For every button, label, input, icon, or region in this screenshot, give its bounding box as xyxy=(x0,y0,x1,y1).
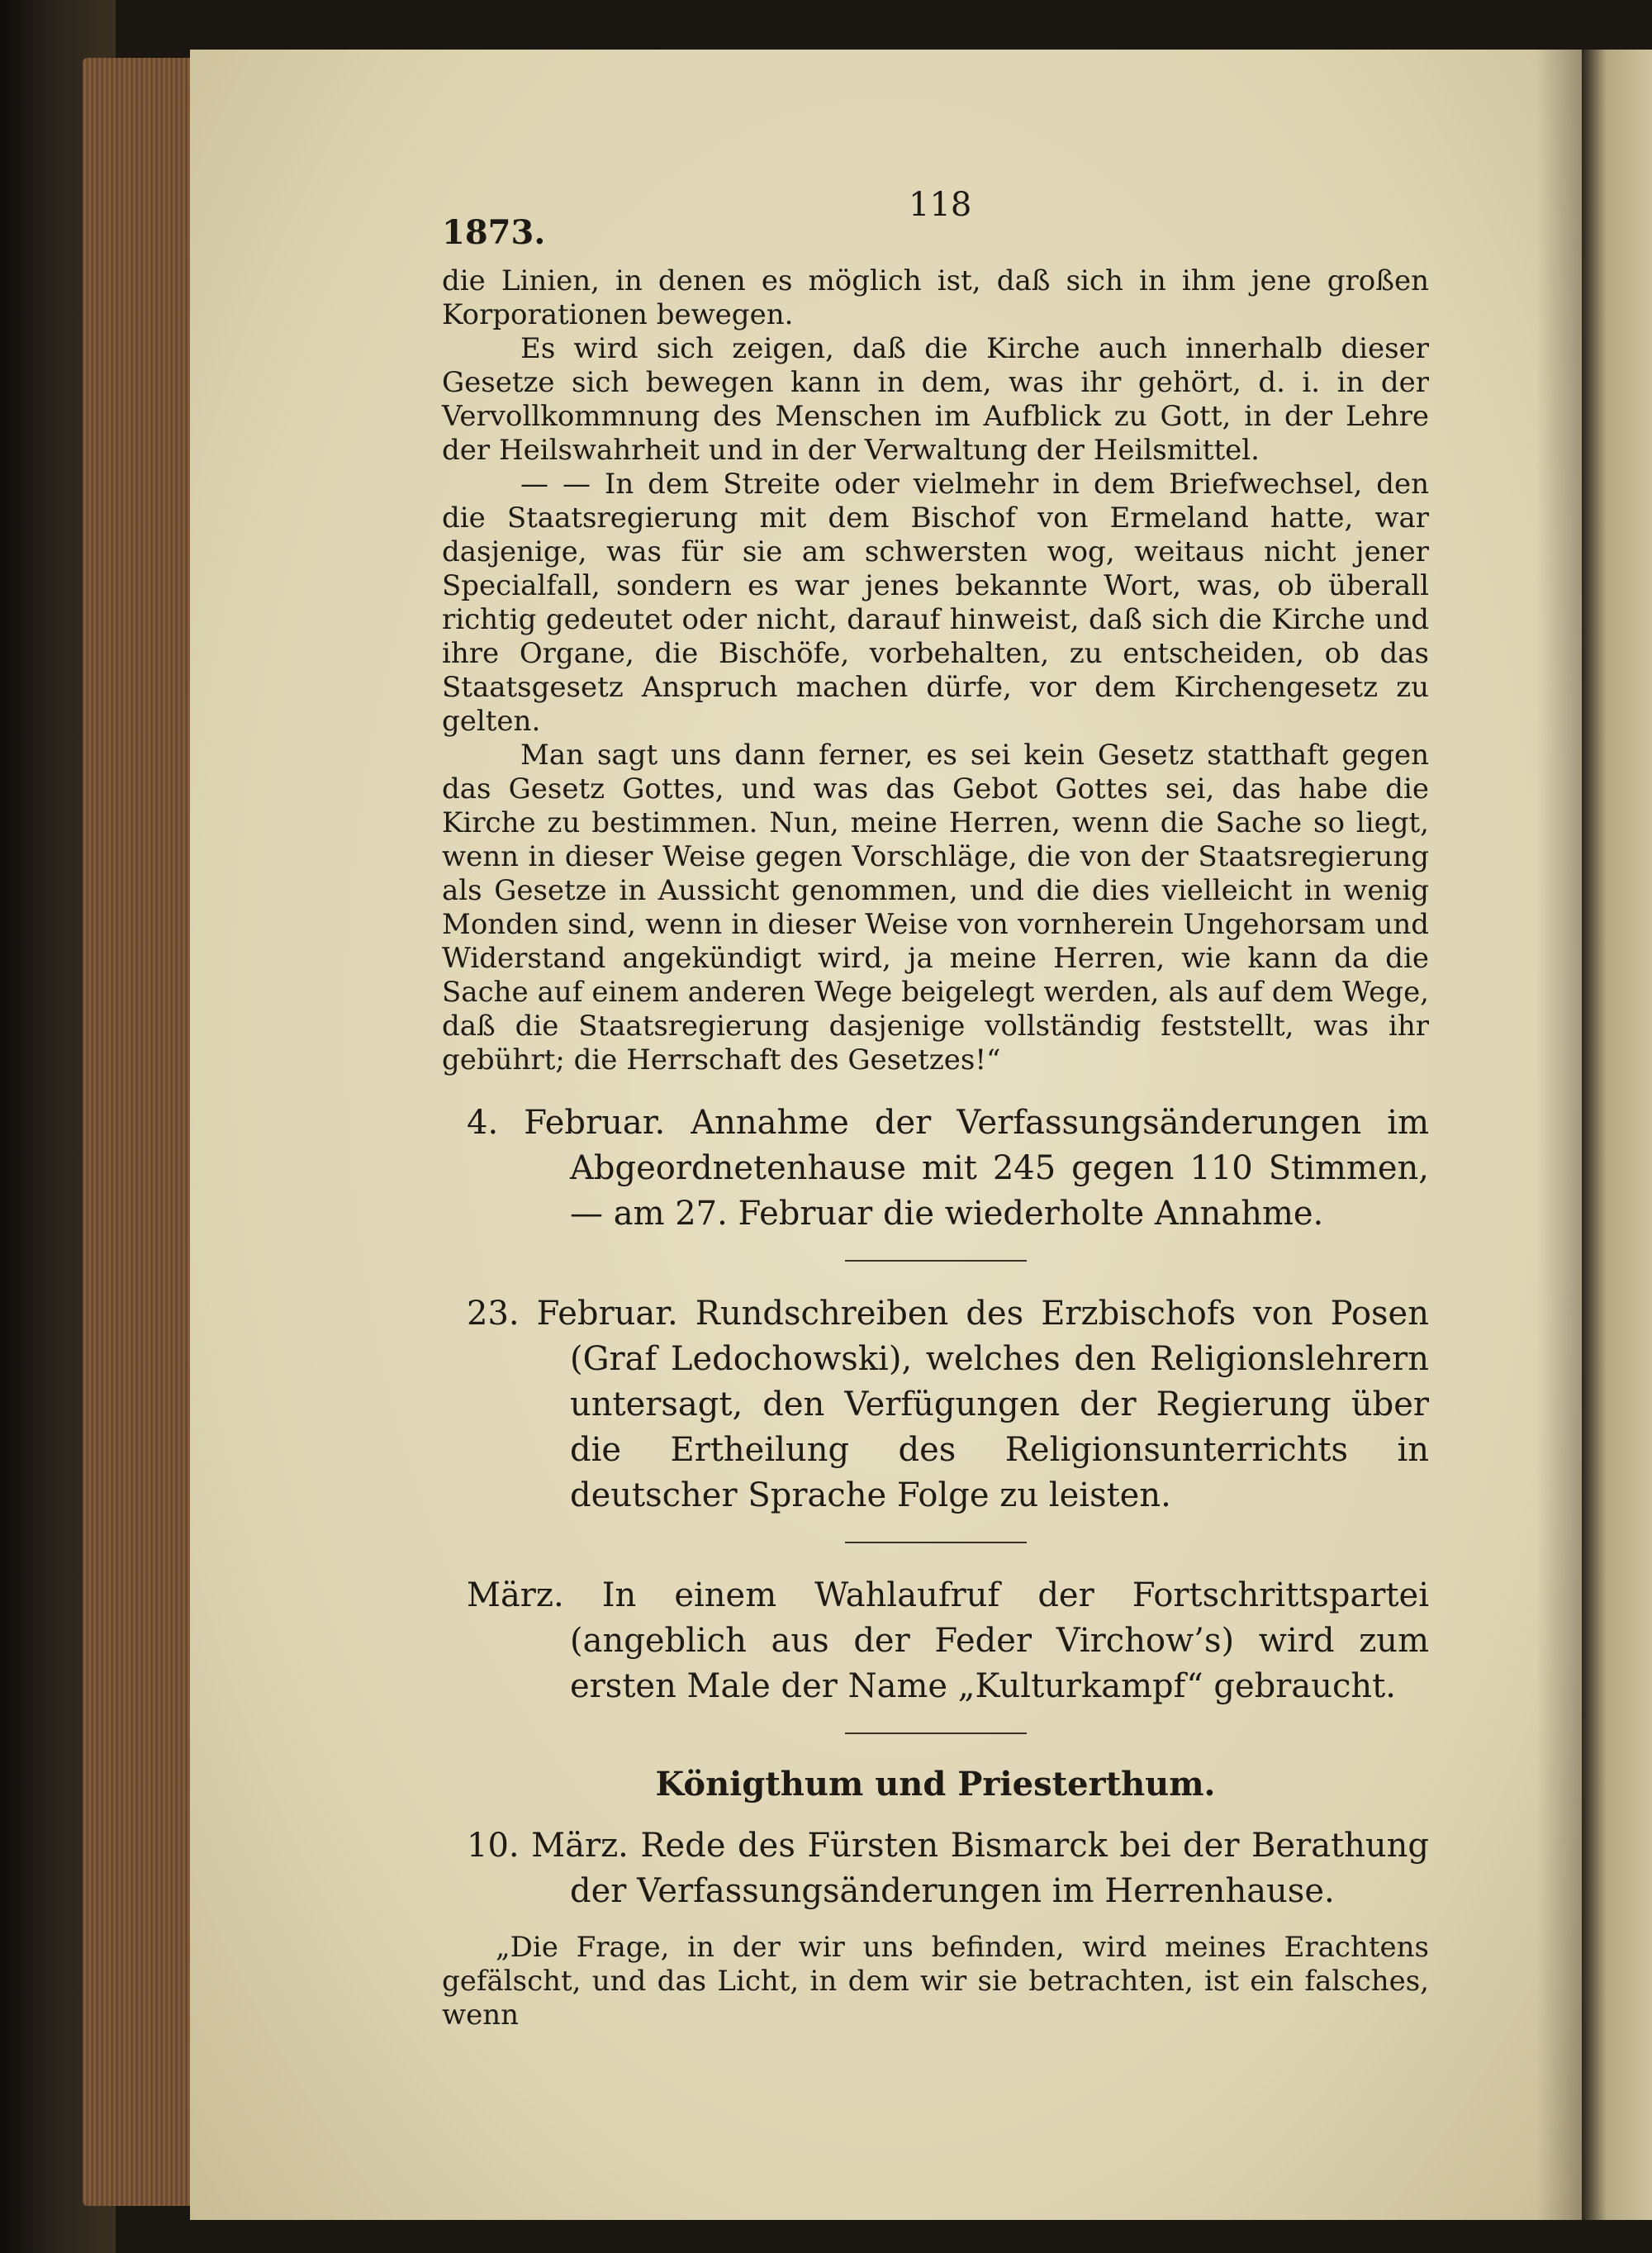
paragraph-1: die Linien, in denen es möglich ist, daß sich in ihm jene großen Korporationen bewegen. xyxy=(442,264,1429,331)
text-block xyxy=(442,264,1429,2032)
paragraph-3: — — In dem Streite oder vielmehr in dem Briefwechsel, den die Staatsregierung mit dem Bischof von Ermeland hatte, war dasjenige, was für sie am schwersten wog, weitaus nicht jener Specialfall, sondern es war jenes bekannte Wort, was, ob überall richtig gedeutet oder nicht, darauf hinweist, daß sich die Kirche und ihre Organe, die Bischöfe, vorbehalten, zu entscheiden, ob das Staatsgesetz Anspruch machen dürfe, vor dem Kirchengesetz zu gelten. xyxy=(442,468,1429,738)
facing-page-edge xyxy=(1582,50,1652,2220)
page-stack-edge xyxy=(83,58,194,2206)
paragraph-4: Man sagt uns dann ferner, es sei kein Gesetz statthaft gegen das Gesetz Gottes, und was das Gebot Gottes sei, das habe die Kirche zu bestimmen. Nun, meine Herren, wenn die Sache so liegt, wenn in dieser Weise gegen Vorschläge, die von der Staatsregierung als Gesetze in Aussicht genommen, und die dies vielleicht in wenig Monden sind, wenn in dieser Weise von vornherein Ungehorsam und Widerstand angekündigt wird, ja meine Herren, wie kann da die Sache auf einem anderen Wege beigelegt werden, als auf dem Wege, daß die Staatsregierung dasjenige vollständig feststellt, was ihr gebührt; die Herrschaft des Gesetzes!“ xyxy=(442,739,1429,1077)
chronicle-entry-feb-4: 4. Februar. Annahme der Verfassungsänderungen im Abgeordnetenhause mit 245 gegen 110 Stimmen, — am 27. Februar die wiederholte Annahme. xyxy=(467,1104,1429,1233)
chronicle-entry-feb-23: 23. Februar. Rundschreiben des Erzbischofs von Posen (Graf Ledochowski), welches den Religionslehrern untersagt, den Verfügungen der Regierung über die Ertheilung des Religionsunterrichts in deutscher Sprache Folge zu leisten. xyxy=(467,1295,1429,1514)
chronicle-entry-march: März. In einem Wahlaufruf der Fortschrittspartei (angeblich aus der Feder Virchow’s) wird zum ersten Male der Name „Kulturkampf“ gebraucht. xyxy=(467,1576,1429,1705)
divider-rule xyxy=(845,1542,1027,1543)
divider-rule xyxy=(845,1733,1027,1734)
year-heading: 1873. xyxy=(442,213,546,252)
gutter-shadow xyxy=(1536,50,1586,2220)
speech-quote: „Die Frage, in der wir uns befinden, wird meines Erachtens gefälscht, und das Licht, in dem wir sie betrachten, ist ein falsches, wenn xyxy=(442,1931,1429,2032)
paragraph-2: Es wird sich zeigen, daß die Kirche auch innerhalb dieser Gesetze sich bewegen kann in dem, was ihr gehört, d. i. in der Vervollkommnung des Menschen im Aufblick zu Gott, in der Lehre der Heilswahrheit und in der Verwaltung der Heilsmittel. xyxy=(442,332,1429,467)
section-heading: Königthum und Priesterthum. xyxy=(655,1765,1216,1804)
page-number: 118 xyxy=(909,186,972,224)
divider-rule xyxy=(845,1260,1027,1262)
chronicle-entry-march-10: 10. März. Rede des Fürsten Bismarck bei der Berathung der Verfassungsänderungen im Herrenhause. xyxy=(467,1827,1429,1910)
